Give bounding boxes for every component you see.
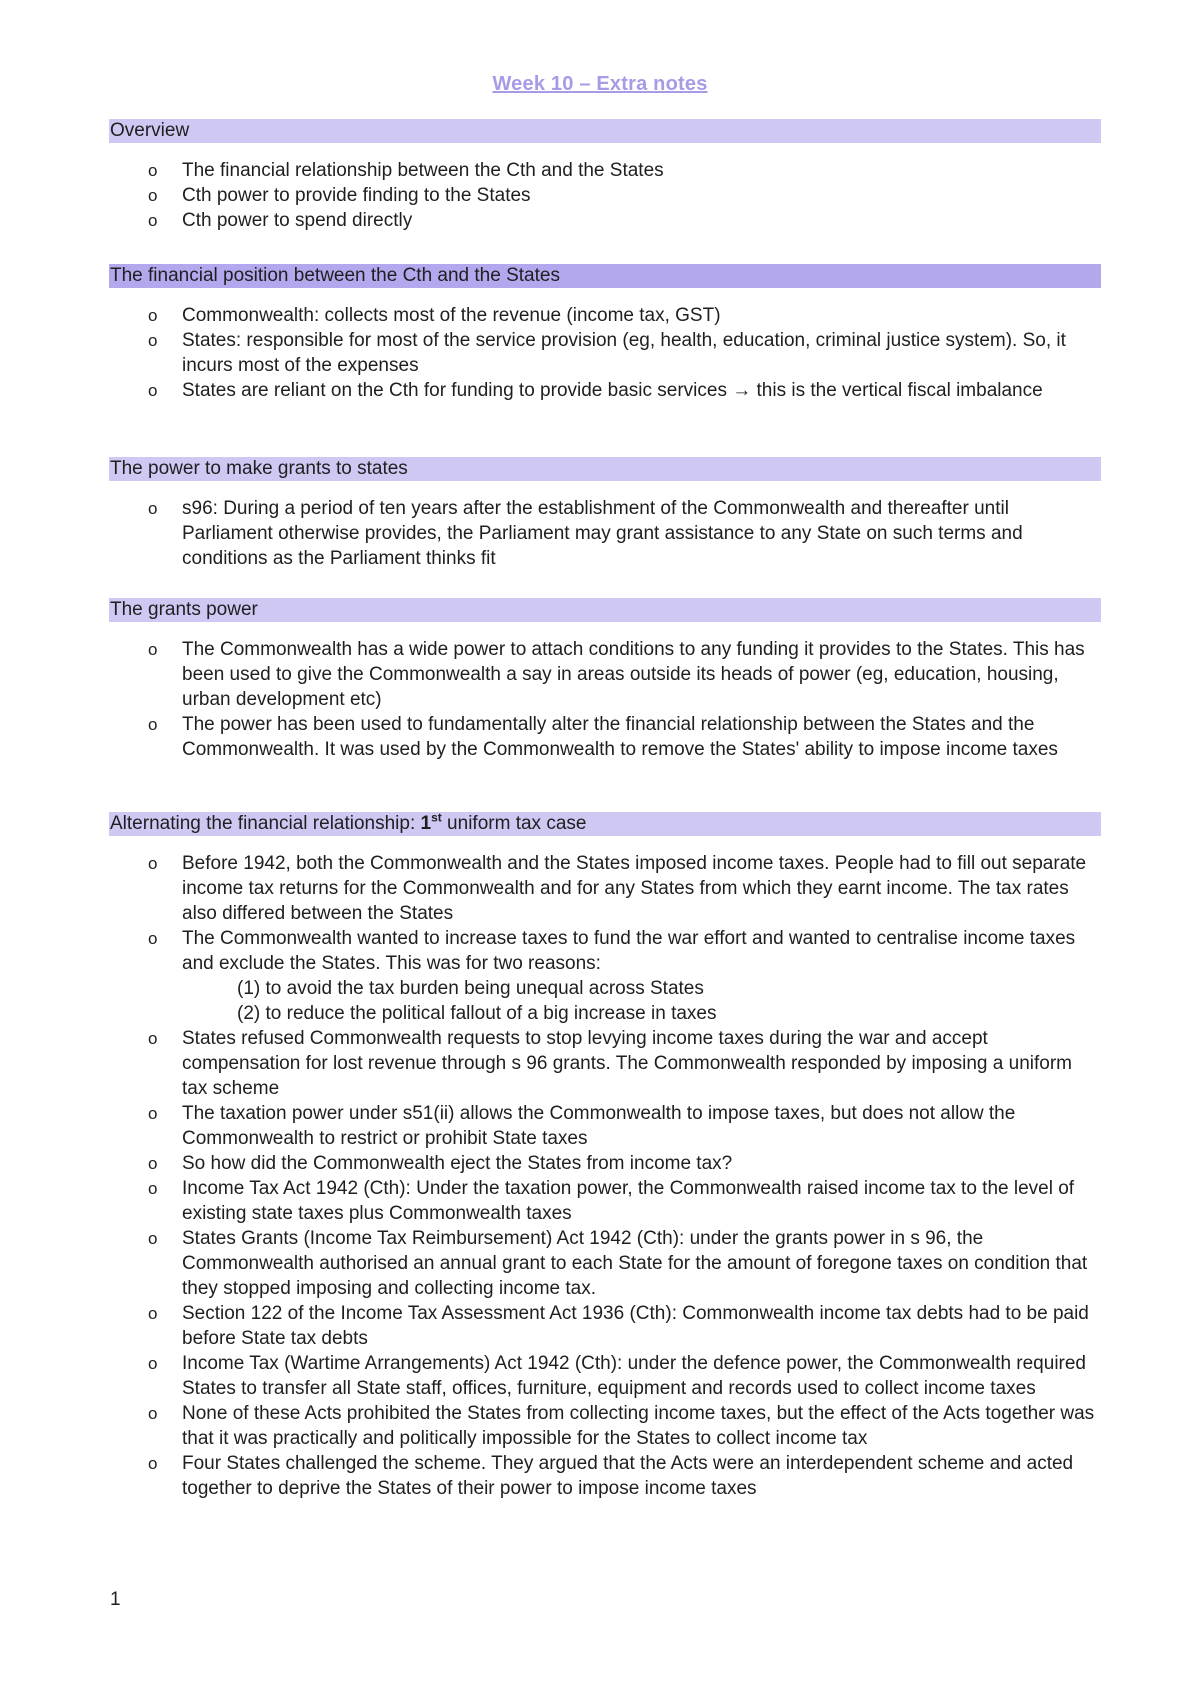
bullet-icon: o xyxy=(148,640,158,659)
section-heading: Alternating the financial relationship: 1st uniform tax case xyxy=(109,812,1101,836)
section-heading: The power to make grants to states xyxy=(109,457,1101,481)
reason-item: (2) to reduce the political fallout of a big increase in taxes xyxy=(237,1003,717,1024)
bullet-list xyxy=(109,851,1101,1501)
list-item: o Income Tax (Wartime Arrangements) Act 1942 (Cth): under the defence power, the Commonwealth required States to transfer all State staff, offices, furniture, equipment and records used to collect income taxes xyxy=(148,1353,1087,1399)
bullet-icon: o xyxy=(148,1354,158,1373)
section-heading: Overview xyxy=(109,119,1101,143)
bullet-icon: o xyxy=(148,186,158,205)
list-item: o The taxation power under s51(ii) allows the Commonwealth to impose taxes, but does not allow the Commonwealth to restrict or prohibit State taxes xyxy=(148,1103,1016,1149)
list-item: o Four States challenged the scheme. They argued that the Acts were an interdependent scheme and acted together to deprive the States of their power to impose income taxes xyxy=(148,1453,1074,1499)
list-item: o None of these Acts prohibited the States from collecting income taxes, but the effect of the Acts together was that it was practically and politically impossible for the States to collect income tax xyxy=(148,1403,1095,1449)
list-item: o The Commonwealth wanted to increase taxes to fund the war effort and wanted to centralise income taxes and exclude the States. This was for two reasons: (1) to avoid the tax burden being unequal across States (2) to reduce the political fallout of a big increase in taxes xyxy=(109,926,1101,1026)
list-item: o Section 122 of the Income Tax Assessment Act 1936 (Cth): Commonwealth income tax debts had to be paid before State tax debts xyxy=(148,1303,1089,1349)
list-item: o States are reliant on the Cth for funding to provide basic services → this is the vertical fiscal imbalance xyxy=(148,380,1043,401)
list-item: o States: responsible for most of the service provision (eg, health, education, criminal justice system). So, it incurs most of the expenses xyxy=(148,330,1066,376)
section-financial-position xyxy=(109,264,1101,403)
section-heading: The financial position between the Cth and the States xyxy=(109,264,1101,288)
bullet-icon: o xyxy=(148,1454,158,1473)
list-item: o States Grants (Income Tax Reimbursement) Act 1942 (Cth): under the grants power in s 96, the Commonwealth authorised an annual grant to each State for the amount of foregone taxes on condition that they stopped imposing and collecting income tax. xyxy=(148,1228,1088,1299)
section-grants-power xyxy=(109,598,1101,762)
section-overview xyxy=(109,119,1101,233)
bullet-icon: o xyxy=(148,306,158,325)
section-grants-to-states xyxy=(109,457,1101,571)
bullet-icon: o xyxy=(148,1029,158,1048)
list-item: o s96: During a period of ten years after the establishment of the Commonwealth and thereafter until Parliament otherwise provides, the Parliament may grant assistance to any State on such terms and conditions as the Parliament thinks fit xyxy=(148,498,1023,569)
list-item: o Before 1942, both the Commonwealth and the States imposed income taxes. People had to fill out separate income tax returns for the Commonwealth and for any States from which they earnt income. The tax rates also differed between the States xyxy=(148,853,1087,924)
bullet-list xyxy=(109,158,1101,233)
list-item: o So how did the Commonwealth eject the States from income tax? xyxy=(148,1153,733,1174)
list-item: o Cth power to spend directly xyxy=(148,210,413,231)
list-item: o The financial relationship between the Cth and the States xyxy=(148,160,664,181)
reason-item: (1) to avoid the tax burden being unequal across States xyxy=(237,978,704,999)
list-item: o Commonwealth: collects most of the revenue (income tax, GST) xyxy=(148,305,721,326)
bullet-icon: o xyxy=(148,1304,158,1323)
bullet-icon: o xyxy=(148,211,158,230)
bullet-icon: o xyxy=(148,499,158,518)
bullet-list xyxy=(109,637,1101,762)
bullet-icon: o xyxy=(148,331,158,350)
bullet-list xyxy=(109,496,1101,571)
bullet-icon: o xyxy=(148,1104,158,1123)
bullet-icon: o xyxy=(148,929,158,948)
bullet-icon: o xyxy=(148,715,158,734)
page-number: 1 xyxy=(110,1589,121,1610)
bullet-list xyxy=(109,303,1101,403)
bullet-icon: o xyxy=(148,1154,158,1173)
list-item: o Cth power to provide finding to the States xyxy=(148,185,531,206)
list-item: o The power has been used to fundamentally alter the financial relationship between the States and the Commonwealth. It was used by the Commonwealth to remove the States' ability to impose income taxes xyxy=(148,714,1058,760)
bullet-icon: o xyxy=(148,161,158,180)
page-title: Week 10 – Extra notes xyxy=(492,73,708,95)
bullet-icon: o xyxy=(148,854,158,873)
bullet-icon: o xyxy=(148,1179,158,1198)
section-uniform-tax-case xyxy=(109,812,1101,1501)
list-item: o Income Tax Act 1942 (Cth): Under the taxation power, the Commonwealth raised income tax to the level of existing state taxes plus Commonwealth taxes xyxy=(148,1178,1075,1224)
bullet-icon: o xyxy=(148,1404,158,1423)
section-heading: The grants power xyxy=(109,598,1101,622)
bullet-icon: o xyxy=(148,381,158,400)
list-item: o States refused Commonwealth requests to stop levying income taxes during the war and accept compensation for lost revenue through s 96 grants. The Commonwealth responded by imposing a uniform tax scheme xyxy=(148,1028,1072,1099)
bullet-icon: o xyxy=(148,1229,158,1248)
list-item: o The Commonwealth has a wide power to attach conditions to any funding it provides to the States. This has been used to give the Commonwealth a say in areas outside its heads of power (eg, education, housing, urban development etc) xyxy=(148,639,1085,710)
